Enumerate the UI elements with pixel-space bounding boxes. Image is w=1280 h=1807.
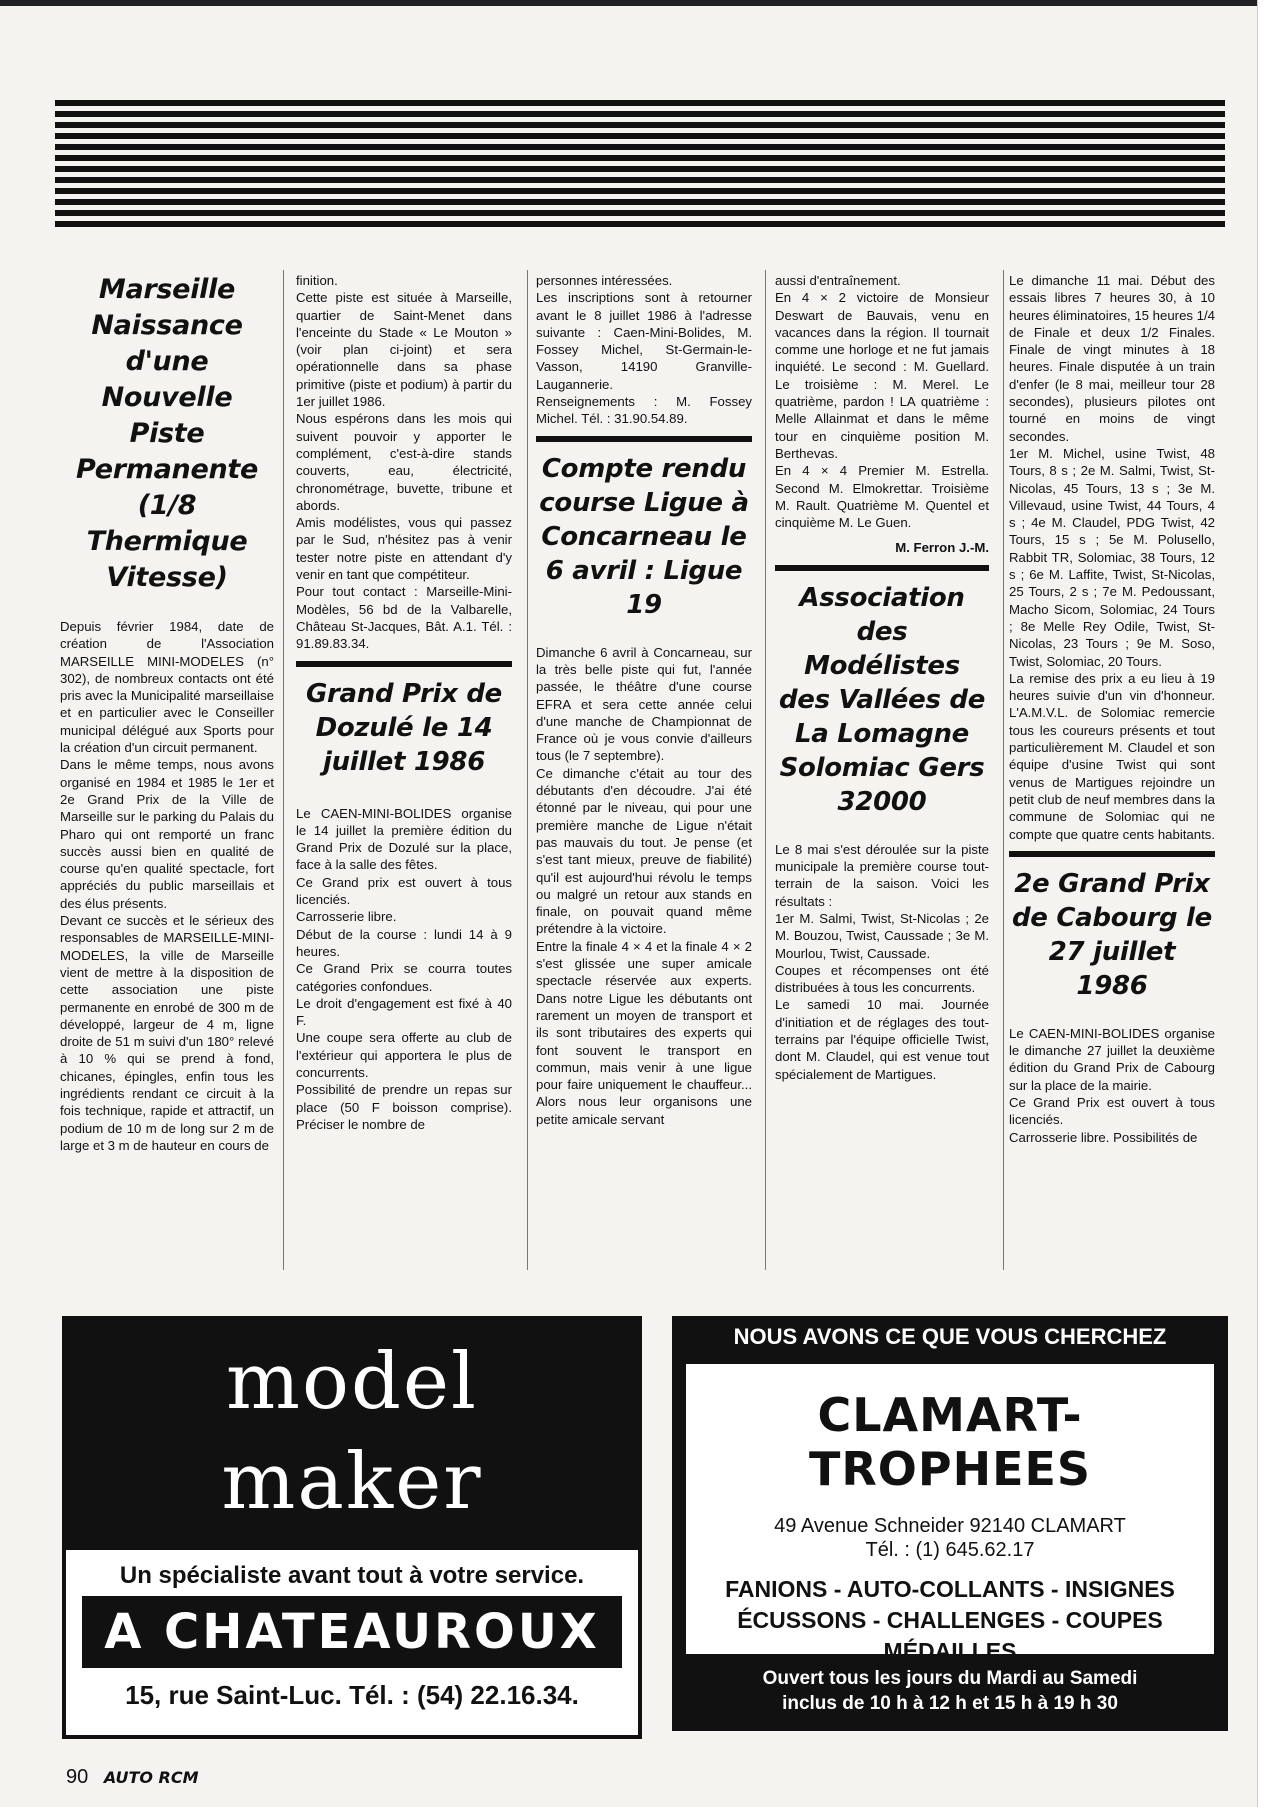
model-maker-advert	[62, 1316, 642, 1739]
paragraph: aussi d'entraînement.	[775, 273, 901, 288]
paragraph: Ce Grand Prix est ouvert à tous licenciés.	[1009, 1094, 1215, 1128]
product-line: ÉCUSSONS - CHALLENGES - COUPES	[737, 1607, 1163, 1633]
paragraph: Dimanche 6 avril à Concarneau, sur la très belle piste qui fut, l'année passée, le théâtre d'une course EFRA et sera cette année celui d'une manche de Championnat de France où je vous convie d'ailleurs tous (le 7 septembre).	[536, 644, 752, 764]
article-column-2	[296, 272, 512, 1133]
section-rule	[536, 436, 752, 442]
page-edge	[1257, 0, 1280, 1807]
column-divider	[283, 270, 284, 1270]
model-maker-logo	[66, 1320, 638, 1550]
decorative-header-bars	[55, 100, 1225, 232]
section-rule	[1009, 851, 1215, 857]
paragraph: Nous espérons dans les mois qui suivent pouvoir y apporter le complément, c'est-à-dire stands couverts, eau, électricité, chronométrage, buvette, tribune et abords.	[296, 411, 512, 513]
paragraph: Ce Grand prix est ouvert à tous licenciés.	[296, 874, 512, 908]
advert-box	[686, 1364, 1214, 1664]
paragraph: Devant ce succès et le sérieux des responsables de MARSEILLE-MINI-MODELES, la ville de Marseille vient de mettre à la disposition de cette association une piste permanente en enrobé de 300 m de développé, largeur de 4 m, ligne droite de 51 m suivi d'un 180° relevé à 10 % qui se prend à fond, chicanes, épingles, enfin tous les ingrédients rendant ce circuit à la fois technique, rapide et attractif, un podium de 10 m de long sur 2 m de large et 3 m de hauteur en cours de	[60, 913, 274, 1153]
section-rule	[296, 661, 512, 667]
column-divider	[527, 270, 528, 1270]
logo-line: model	[226, 1337, 478, 1427]
paragraph: Cette piste est située à Marseille, quartier de Saint-Menet dans l'enceinte du Stade « Le Mouton » (voir plan ci-joint) et sera opérationnelle dans sa phase primitive (piste et podium) à partir du 1er juillet 1986.	[296, 290, 512, 410]
hours-line: inclus de 10 h à 12 h et 15 h à 19 h 30	[782, 1693, 1118, 1714]
paragraph: Renseignements : M. Fossey Michel. Tél. : 31.90.54.89.	[536, 394, 752, 427]
article-column-4	[775, 272, 989, 1083]
advert-company-name: CLAMART-TROPHEES	[808, 1388, 1092, 1496]
paragraph: Une coupe sera offerte au club de l'extérieur qui apportera le plus de concurrents.	[296, 1030, 512, 1080]
paragraph: Amis modélistes, vous qui passez par le Sud, n'hésitez pas à venir tester notre piste en attendant d'y venir en tant que compétiteur.	[296, 515, 512, 583]
article-title: Association des Modélistes des Vallées de La Lomagne Solomiac Gers 32000	[778, 582, 986, 817]
paragraph: Le dimanche 11 mai. Début des essais libres 7 heures 30, à 10 heures éliminatoires, 15 heures 1/4 de Finale et deux 1/2 Finales. Finale de vingt minutes à 18 heures. Finale disputée à un train d'enfer (le 8 mai, meilleur tour 28 secondes), plusieurs pilotes ont tourné en moins de vingt secondes.	[1009, 273, 1215, 444]
paragraph: La remise des prix a eu lieu à 19 heures suivie d'un vin d'honneur. L'A.M.V.L. de Solomiac remercie tous les coureurs présents et tout particulièrement M. Claudel et son équipe d'usine Twist qui sont venus de Martigues rejoindre un petit club de neuf membres dans la commune de Solomiac qui ne compte que quatre cents habitants.	[1009, 670, 1216, 842]
advert-phone: Tél. : (1) 645.62.17	[865, 1539, 1035, 1561]
article-column-3	[536, 272, 752, 1128]
paragraph: Les inscriptions sont à retourner avant le 8 juillet 1986 à l'adresse suivante : Caen-Mini-Bolides, M. Fossey Michel, St-Germain-le-Vasson, 14190 Granville-Laugannerie.	[536, 290, 752, 392]
article-column-1	[60, 272, 274, 1154]
paragraph: Ce Grand Prix se courra toutes catégories confondues.	[296, 961, 512, 994]
paragraph: 1er M. Salmi, Twist, St-Nicolas ; 2e M. Bouzou, Twist, Caussade ; 3e M. Mourlou, Twist, Caussade.	[775, 910, 989, 961]
paragraph: Depuis février 1984, date de création de l'Association MARSEILLE MINI-MODELES (n° 302), de nombreux contacts ont été pris avec la Municipalité marseillaise et en particulier avec le Conseiller municipal délégué aux Sports pour la création d'un circuit permanent.	[60, 619, 274, 756]
paragraph: Début de la course : lundi 14 à 9 heures.	[296, 926, 512, 959]
paragraph: Entre la finale 4 × 4 et la finale 4 × 2 s'est glissée une super amicale spectacle réservée aux experts. Dans notre Ligue les débutants ont rarement un moyen de transport et ils sont tributaires des experts qui font souvent le transport en commun, mais venir à une ligue pour faire uniquement le chauffeur... Alors nous leur organisons une petite amicale servant	[536, 938, 752, 1127]
article-title: 2e Grand Prix de Cabourg le 27 juillet 1986	[1011, 868, 1213, 1001]
page-number: 90	[66, 1766, 89, 1788]
advert-hours	[672, 1666, 1228, 1716]
column-divider	[1003, 270, 1004, 1270]
paragraph: Le CAEN-MINI-BOLIDES organise le 14 juillet la première édition du Grand Prix de Dozulé sur la place, face à la salle des fêtes.	[296, 805, 512, 873]
paragraph: En 4 × 2 victoire de Monsieur Deswart de Bauvais, venu en vacances dans la région. Il tournait comme une horloge et ne fut jamais inquiété. Le second : M. Guellard. Le troisième : M. Merel. Le quatrième, pardon ! LA quatrième : Melle Allainmat et dans le même tour en cinquième position M. Berthevas.	[775, 290, 989, 461]
article-title: Grand Prix de Dozulé le 14 juillet 1986	[305, 678, 503, 777]
paragraph: Le samedi 10 mai. Journée d'initiation et de réglages des tout-terrains par l'équipe officielle Twist, dont M. Claudel, qui est venue tout spécialement de Martigues.	[775, 997, 989, 1082]
author-signature: M. Ferron J.-M.	[895, 540, 989, 556]
column-divider	[765, 270, 766, 1270]
paragraph: 1er M. Michel, usine Twist, 48 Tours, 8 s ; 2e M. Salmi, Twist, St-Nicolas, 45 Tours, 13 s ; 3e M. Villevaud, usine Twist, 44 Tours, 4 s ; 4e M. Claudel, PDG Twist, 42 Tours, 15 s ; 5e M. Polusello, Rabbit TR, Solomiac, 38 Tours, 12 s ; 6e M. Laffite, Twist, St-Nicolas, 25 Tours, 2 s ; 7e M. Pedoussant, Macho Sicom, Solomiac, 24 Tours ; 8e Melle Rey Odile, Twist, St-Nicolas, 23 Tours ; 9e M. Soso, Twist, Solomiac, 20 Tours.	[1009, 445, 1215, 669]
paragraph: Le CAEN-MINI-BOLIDES organise le dimanche 27 juillet la deuxième édition du Grand Prix de Cabourg sur la place de la mairie.	[1009, 1025, 1215, 1093]
section-rule	[775, 565, 989, 571]
paragraph: personnes intéressées.	[536, 273, 673, 288]
advert-address: 15, rue Saint-Luc. Tél. : (54) 22.16.34.	[125, 1680, 579, 1710]
advert-products	[686, 1562, 1214, 1667]
article-column-5	[1009, 272, 1215, 1146]
advert-header: NOUS AVONS CE QUE VOUS CHERCHEZ	[733, 1324, 1167, 1349]
article-title: Marseille Naissance d'une Nouvelle Piste Permanente (1/8 Thermique Vitesse)	[75, 274, 259, 593]
paragraph: Le 8 mai s'est déroulée sur la piste municipale la première course tout-terrain de la saison. Voici les résultats :	[775, 841, 989, 909]
paragraph: Carrosserie libre. Possibilités de	[1009, 1129, 1198, 1145]
advert-tagline: Un spécialiste avant tout à votre service.	[119, 1562, 585, 1589]
product-line: FANIONS - AUTO-COLLANTS - INSIGNES	[725, 1576, 1175, 1602]
advert-address: 49 Avenue Schneider 92140 CLAMART	[774, 1515, 1126, 1537]
hours-line: Ouvert tous les jours du Mardi au Samedi	[762, 1668, 1138, 1689]
advert-city: A CHATEAUROUX	[82, 1596, 622, 1668]
paragraph: Carrosserie libre.	[296, 909, 397, 925]
paragraph: finition.	[296, 273, 338, 288]
paragraph: En 4 × 4 Premier M. Estrella. Second M. Elmokrettar. Troisième M. Rault. Quatrième M. Quentel et cinquième M. Le Guen.	[775, 463, 989, 531]
page-footer	[66, 1766, 199, 1789]
magazine-name: AUTO RCM	[103, 1768, 199, 1787]
paragraph: Possibilité de prendre un repas sur place (50 F boisson comprise). Préciser le nombre de	[296, 1082, 512, 1132]
article-title: Compte rendu course Ligue à Concarneau le 6 avril : Ligue 19	[539, 453, 749, 620]
paragraph: Le droit d'engagement est fixé à 40 F.	[296, 995, 512, 1029]
logo-line: maker	[221, 1437, 483, 1527]
top-edge	[0, 0, 1280, 6]
paragraph: Pour tout contact : Marseille-Mini-Modèles, 56 bd de la Valbarelle, Château St-Jacques, Bât. A.1. Tél. : 91.89.83.34.	[296, 584, 512, 652]
paragraph: Dans le même temps, nous avons organisé en 1984 et 1985 le 1er et 2e Grand Prix de la Ville de Marseille sur le parking du Palais du Pharo qui ont remporté un franc succès aussi bien en qualité de course qu'en qualité spectacle, fort appréciés du public marseillais et des élus présents.	[60, 757, 274, 911]
product-line: MÉDAILLES	[883, 1638, 1017, 1664]
paragraph: Coupes et récompenses ont été distribuées à tous les concurrents.	[775, 962, 989, 996]
clamart-trophees-advert	[672, 1316, 1228, 1731]
paragraph: Ce dimanche c'était au tour des débutants d'en découdre. J'ai été étonné par le niveau, qui pour une première manche de Ligue n'était pas mauvais du tout. Je pense (et s'est tant mieux, preuve de fiabilité) qu'il est aujourd'hui révolu le temps ou malgré un retour aux stands en finale, on pouvait quand même prétendre à la victoire.	[536, 765, 752, 937]
